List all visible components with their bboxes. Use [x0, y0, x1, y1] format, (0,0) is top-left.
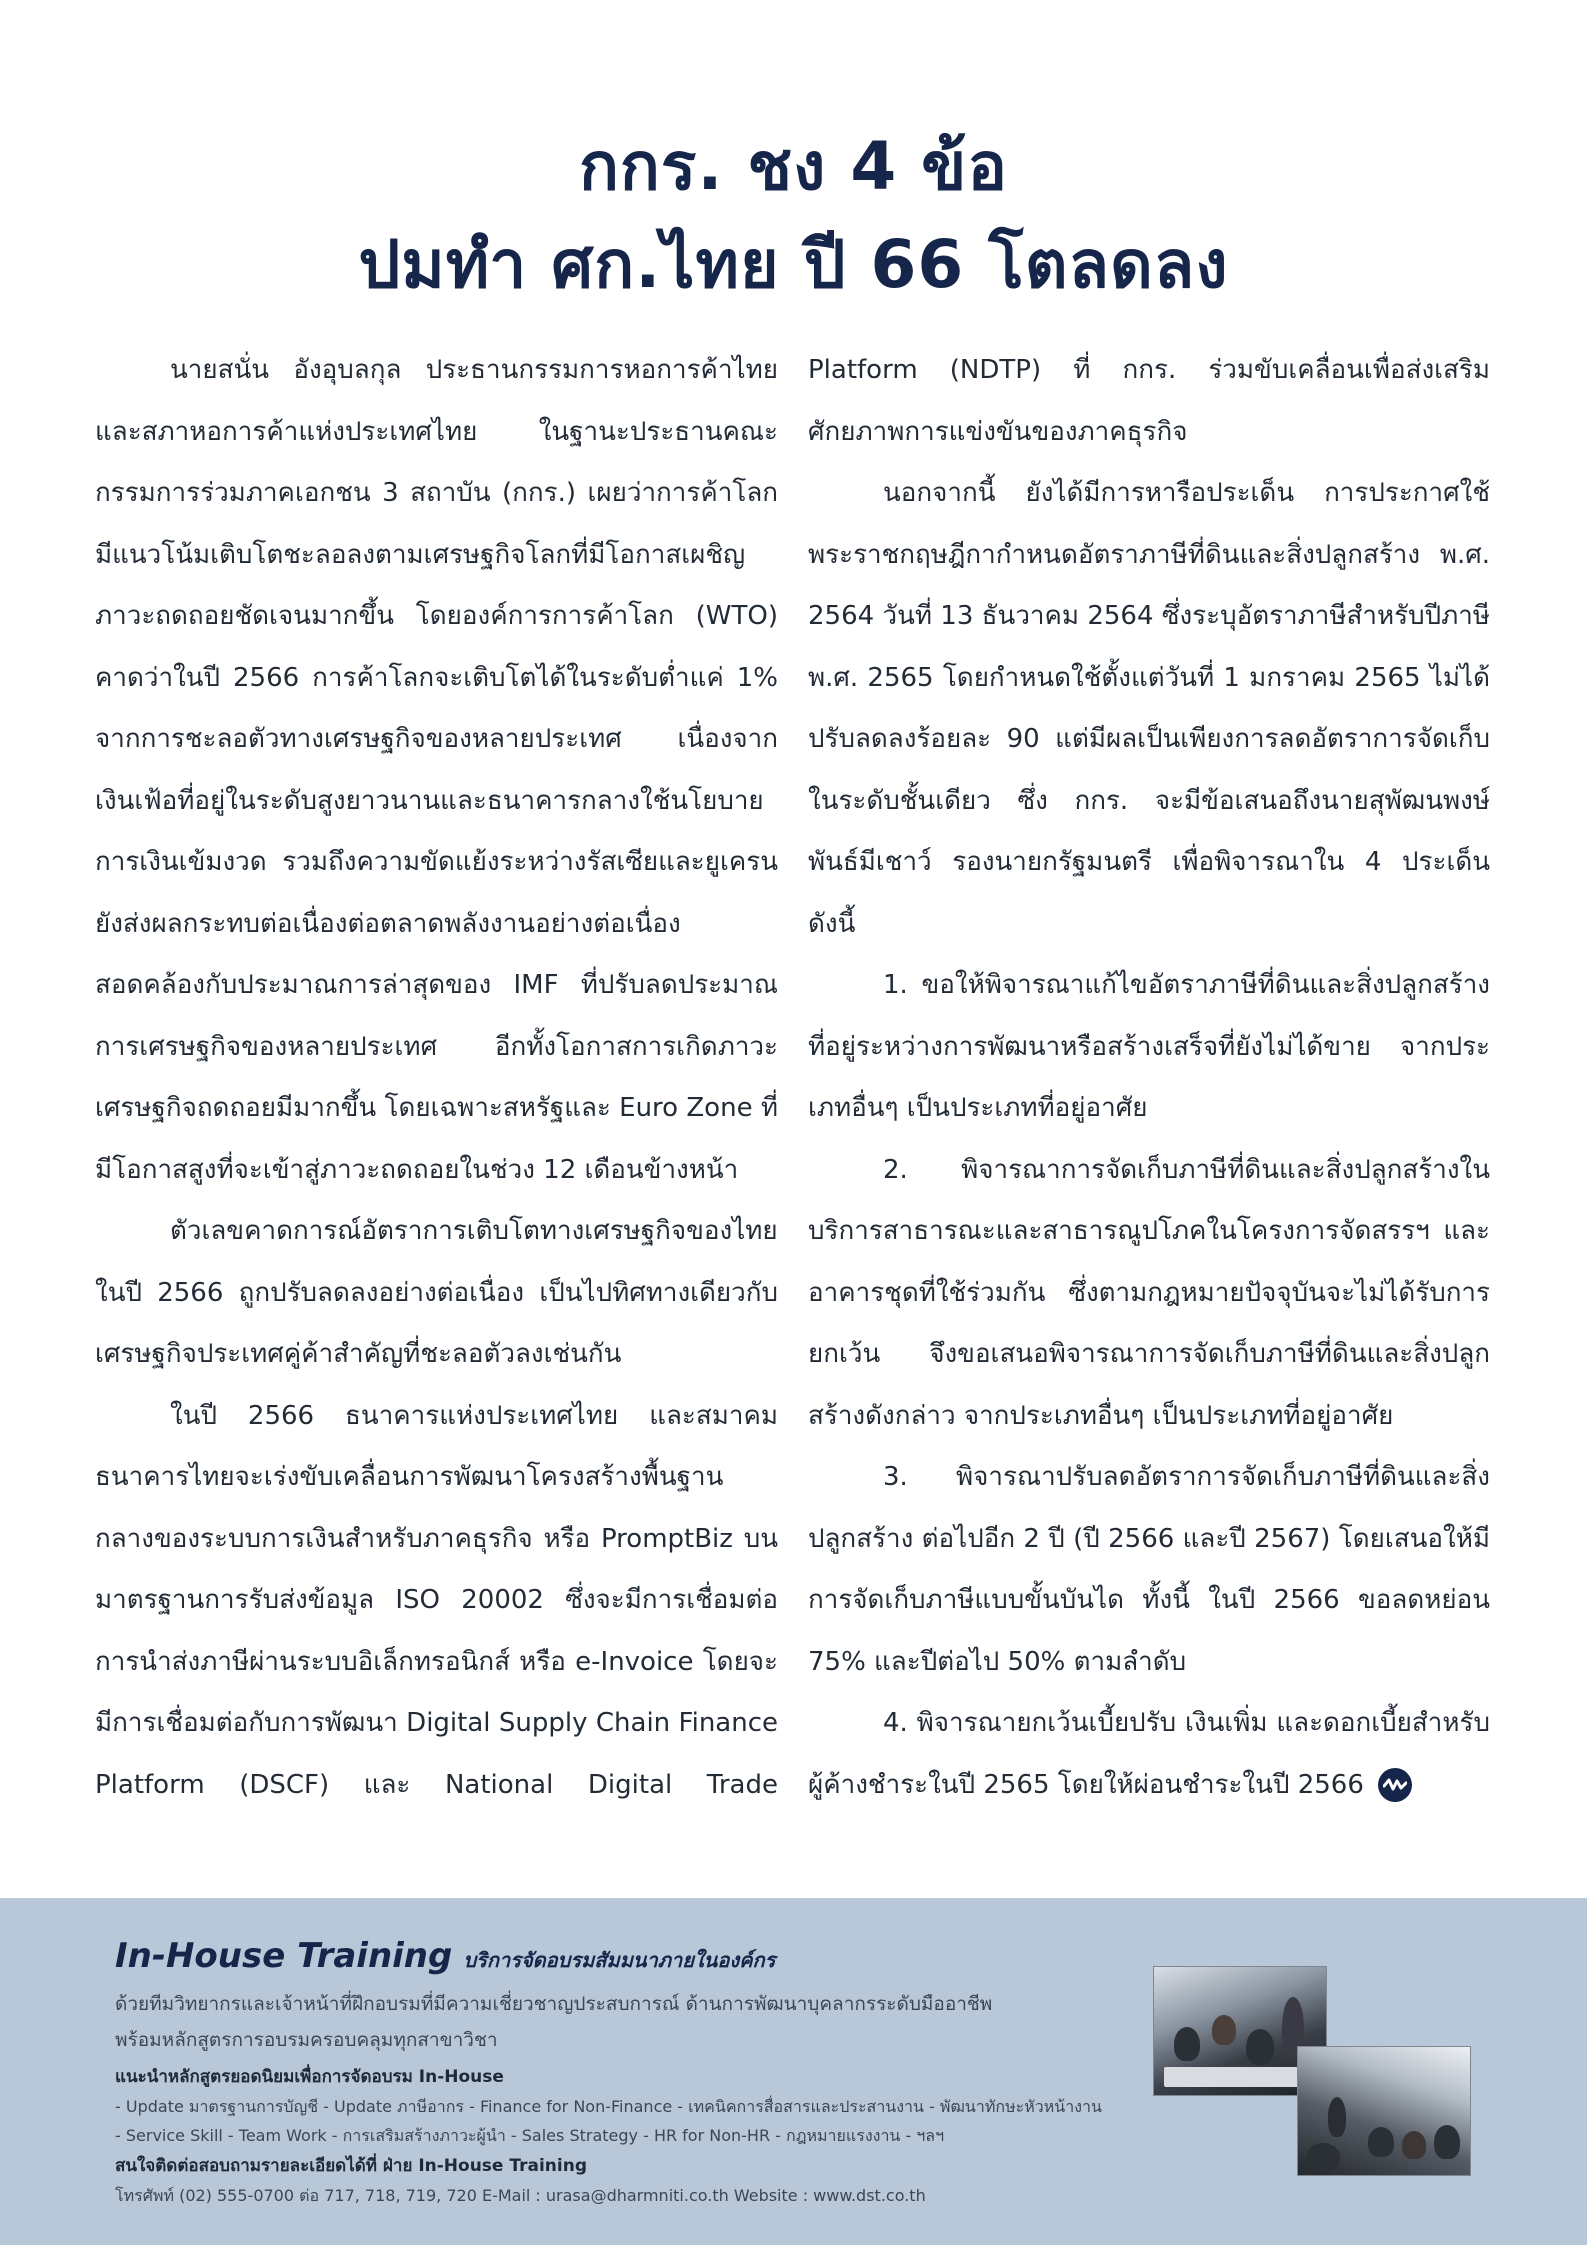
- footer-description: [115, 1986, 1135, 2058]
- footer-recommend-title: แนะนำหลักสูตรยอดนิยมเพื่อการจัดอบรม In-House: [115, 2067, 504, 2087]
- article-title: [0, 118, 1587, 314]
- paragraph: ในปี 2566 ธนาคารแห่งประเทศไทย และสมาคมธนาคารไทยจะเร่งขับเคลื่อนการพัฒนาโครงสร้างพื้นฐานกลางของระบบการเงินสำหรับภาคธุรกิจ หรือ PromptBiz บนมาตรฐานการรับส่งข้อมูล ISO 20002 ซึ่งจะมีการเชื่อมต่อการนำส่งภาษีผ่านระบบอิเล็กทรอนิกส์ หรือ e-Invoice โดยจะมีการเชื่อมต่อกับการพัฒนา Digital Supply Chain Finance Platform (DSCF) และ National Digital Trade: [95, 1400, 778, 1800]
- list-item: 1. ขอให้พิจารณาแก้ไขอัตราภาษีที่ดินและสิ่งปลูกสร้างที่อยู่ระหว่างการพัฒนาหรือสร้างเสร็จที่ยังไม่ได้ขาย จากประเภทอื่นๆ เป็นประเภทที่อยู่อาศัย: [808, 970, 1490, 1123]
- list-item: 3. พิจารณาปรับลดอัตราการจัดเก็บภาษีที่ดินและสิ่งปลูกสร้าง ต่อไปอีก 2 ปี (ปี 2566 และปี 2567) โดยเสนอให้มีการจัดเก็บภาษีแบบขั้นบันได ทั้งนี้ ในปี 2566 ขอลดหย่อน 75% และปีต่อไป 50% ตามลำดับ: [808, 1462, 1490, 1677]
- paragraph: นอกจากนี้ ยังได้มีการหารือประเด็น การประกาศใช้พระราชกฤษฎีกากำหนดอัตราภาษีที่ดินและสิ่งปลูกสร้าง พ.ศ. 2564 วันที่ 13 ธันวาคม 2564 ซึ่งระบุอัตราภาษีสำหรับปีภาษี พ.ศ. 2565 โดยกำหนดใช้ตั้งแต่วันที่ 1 มกราคม 2565 ไม่ได้ปรับลดลงร้อยละ 90 แต่มีผลเป็นเพียงการลดอัตราการจัดเก็บในระดับชั้นเดียว ซึ่ง กกร. จะมีข้อเสนอถึงนายสุพัฒนพงษ์ พันธ์มีเชาว์ รองนายกรัฐมนตรี เพื่อพิจารณาใน 4 ประเด็น ดังนี้: [808, 478, 1490, 939]
- right-column: [808, 340, 1490, 1816]
- left-column: [95, 340, 778, 1816]
- footer-desc-line: พร้อมหลักสูตรการอบรมครอบคลุมทุกสาขาวิชา: [115, 2029, 498, 2051]
- classroom-photo: [1297, 2046, 1471, 2176]
- footer-ad: [0, 1898, 1587, 2245]
- footer-list-line: - Update มาตรฐานการบัญชี - Update ภาษีอากร - Finance for Non-Finance - เทคนิคการสื่อสารและประสานงาน - พัฒนาทักษะหัวหน้างาน: [115, 2097, 1102, 2116]
- footer-contact-title: สนใจติดต่อสอบถามรายละเอียดได้ที่ ฝ่าย In-House Training: [115, 2156, 587, 2176]
- paragraph: Platform (NDTP) ที่ กกร. ร่วมขับเคลื่อนเพื่อส่งเสริมศักยภาพการแข่งขันของภาคธุรกิจ: [808, 355, 1490, 447]
- footer-list-line: - Service Skill - Team Work - การเสริมสร้างภาวะผู้นำ - Sales Strategy - HR for Non-HR - กฎหมายแรงงาน - ฯลฯ: [115, 2126, 945, 2145]
- title-line-1: กกร. ชง 4 ข้อ: [578, 128, 1009, 205]
- footer-contact: โทรศัพท์ (02) 555-0700 ต่อ 717, 718, 719, 720 E-Mail : urasa@dharmniti.co.th Website : www.dst.co.th: [115, 2186, 926, 2205]
- footer-course-list: [115, 2092, 1135, 2150]
- list-item: [808, 1693, 1490, 1816]
- paragraph: นายสนั่น อังอุบลกุล ประธานกรรมการหอการค้าไทยและสภาหอการค้าแห่งประเทศไทย ในฐานะประธานคณะกรรมการร่วมภาคเอกชน 3 สถาบัน (กกร.) เผยว่าการค้าโลกมีแนวโน้มเติบโตชะลอลงตามเศรษฐกิจโลกที่มีโอกาสเผชิญภาวะถดถอยชัดเจนมากขึ้น โดยองค์การการค้าโลก (WTO) คาดว่าในปี 2566 การค้าโลกจะเติบโตได้ในระดับต่ำแค่ 1% จากการชะลอตัวทางเศรษฐกิจของหลายประเทศ เนื่องจากเงินเฟ้อที่อยู่ในระดับสูงยาวนานและธนาคารกลางใช้นโยบายการเงินเข้มงวด รวมถึงความขัดแย้งระหว่างรัสเซียและยูเครนยังส่งผลกระทบต่อเนื่องต่อตลาดพลังงานอย่างต่อเนื่อง สอดคล้องกับประมาณการล่าสุดของ IMF ที่ปรับลดประมาณการเศรษฐกิจของหลายประเทศ อีกทั้งโอกาสการเกิดภาวะเศรษฐกิจถดถอยมีมากขึ้น โดยเฉพาะสหรัฐและ Euro Zone ที่มีโอกาสสูงที่จะเข้าสู่ภาวะถดถอยในช่วง 12 เดือนข้างหน้า: [95, 355, 778, 1185]
- end-mark-icon: [1378, 1768, 1412, 1802]
- list-item: 2. พิจารณาการจัดเก็บภาษีที่ดินและสิ่งปลูกสร้างในบริการสาธารณะและสาธารณูปโภคในโครงการจัดสรรฯ และอาคารชุดที่ใช้ร่วมกัน ซึ่งตามกฎหมายปัจจุบันจะไม่ได้รับการยกเว้น จึงขอเสนอพิจารณาการจัดเก็บภาษีที่ดินและสิ่งปลูกสร้างดังกล่าว จากประเภทอื่นๆ เป็นประเภทที่อยู่อาศัย: [808, 1154, 1490, 1431]
- title-line-2: ปมทำ ศก.ไทย ปี 66 โตลดลง: [358, 226, 1229, 303]
- footer-subtitle: บริการจัดอบรมสัมมนาภายในองค์กร: [463, 1948, 776, 1972]
- footer-heading: [115, 1936, 775, 1976]
- footer-desc-line: ด้วยทีมวิทยากรและเจ้าหน้าที่ฝึกอบรมที่มีความเชี่ยวชาญประสบการณ์ ด้านการพัฒนาบุคลากรระดับมืออาชีพ: [115, 1993, 993, 2015]
- footer-brand: In-House Training: [115, 1936, 453, 1976]
- list-item-text: 4. พิจารณายกเว้นเบี้ยปรับ เงินเพิ่ม และดอกเบี้ยสำหรับผู้ค้างชำระในปี 2565 โดยให้ผ่อนชำระในปี 2566: [808, 1708, 1490, 1800]
- paragraph: ตัวเลขคาดการณ์อัตราการเติบโตทางเศรษฐกิจของไทยในปี 2566 ถูกปรับลดลงอย่างต่อเนื่อง เป็นไปทิศทางเดียวกับเศรษฐกิจประเทศคู่ค้าสำคัญที่ชะลอตัวลงเช่นกัน: [95, 1216, 778, 1369]
